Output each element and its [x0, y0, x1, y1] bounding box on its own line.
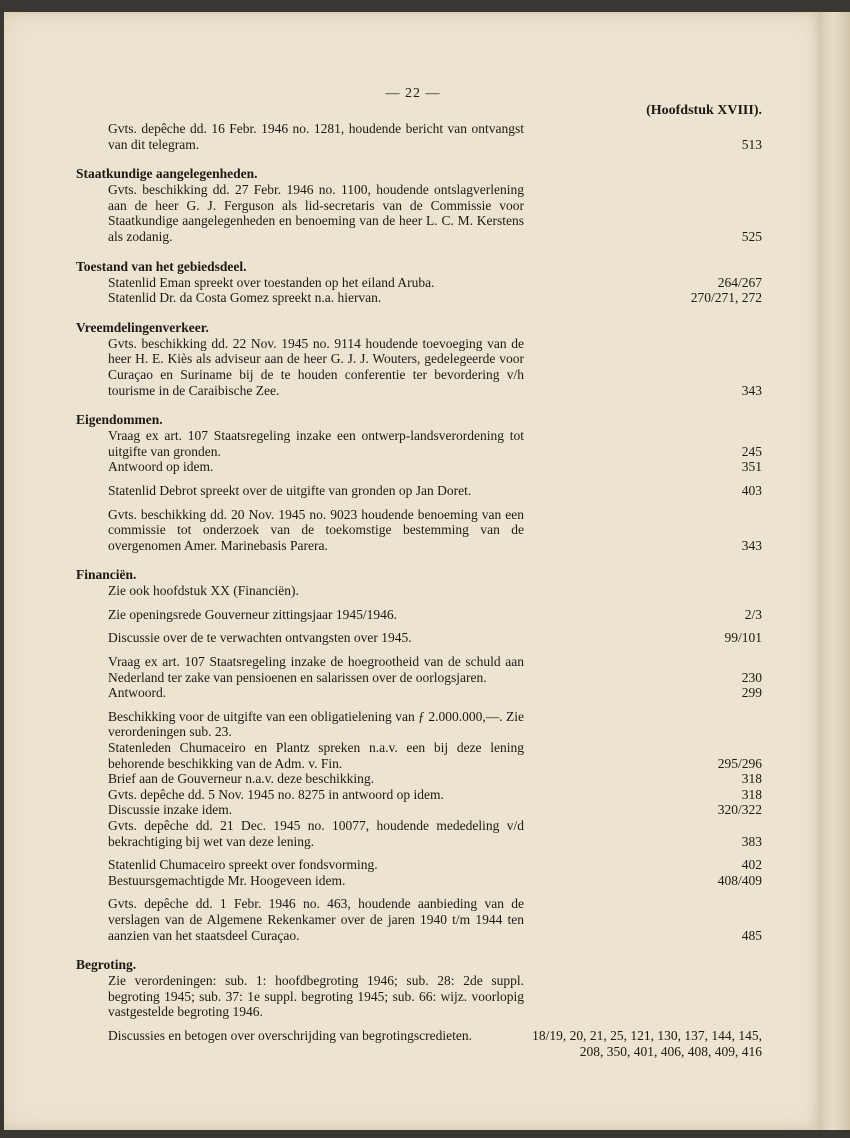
index-section — [76, 166, 762, 244]
index-entry — [76, 787, 762, 803]
page-reference: 513 — [741, 136, 762, 152]
index-entry — [76, 275, 762, 291]
page-reference: 245 — [741, 443, 762, 459]
index-entry — [76, 857, 762, 873]
entry-text: Gvts. depêche dd. 21 Dec. 1945 no. 10077, houdende mededeling v/d bekrachtiging bij wet van deze lening. — [108, 818, 524, 849]
index-section — [76, 567, 762, 943]
index-entry — [76, 507, 762, 554]
entry-text: Zie verordeningen: sub. 1: hoofdbegroting 1946; sub. 28: 2de suppl. begroting 1945; sub. 37: 1e suppl. begroting 1945; sub. 66: wijz. voorlopig vastgestelde begroting 1946. — [108, 973, 524, 1020]
entry-text: Brief aan de Gouverneur n.a.v. deze beschikking. — [108, 771, 375, 787]
entry-text: Statenlid Eman spreekt over toestanden op het eiland Aruba. — [108, 274, 435, 290]
page-number: — 22 — — [385, 86, 441, 101]
entry-text: Gvts. depêche dd. 5 Nov. 1945 no. 8275 in antwoord op idem. — [108, 786, 444, 802]
entry-text: Gvts. depêche dd. 16 Febr. 1946 no. 1281, houdende bericht van ontvangst van dit telegram. — [108, 121, 524, 152]
section-heading: Begroting. — [76, 957, 137, 973]
entry-text: Discussies en betogen over overschrijding van begrotingscredieten. — [108, 1027, 473, 1043]
entry-text: Zie openingsrede Gouverneur zittingsjaar 1945/1946. — [108, 606, 398, 622]
page-reference: 18/19, 20, 21, 25, 121, 130, 137, 144, 145, 208, 350, 401, 406, 408, 409, 416 — [532, 1027, 762, 1059]
index-entry — [76, 973, 762, 1020]
entry-text: Gvts. beschikking dd. 27 Febr. 1946 no. 1100, houdende ontslagverlening aan de heer G. J. Ferguson als lid-secretaris van de Commissie voor Staatkundige aangelegenheden en benoeming van de heer L. C. M. Kerstens als zodanig. — [108, 182, 524, 244]
entry-text: Discussie inzake idem. — [108, 802, 233, 818]
index-entry — [76, 654, 762, 685]
index-entry — [76, 685, 762, 701]
page-reference: 408/409 — [717, 872, 762, 888]
entry-text: Discussie over de te verwachten ontvangsten over 1945. — [108, 630, 412, 646]
section-heading: Staatkundige aangelegenheden. — [76, 166, 258, 182]
index-section — [76, 412, 762, 553]
page-reference: 295/296 — [717, 755, 762, 771]
page-reference: 318 — [741, 771, 762, 787]
index-entry — [76, 873, 762, 889]
entry-text: Gvts. depêche dd. 1 Febr. 1946 no. 463, houdende aanbieding van de verslagen van de Algemene Rekenkamer over de jaren 1940 t/m 1944 ten aanzien van het staatsdeel Curaçao. — [108, 896, 524, 943]
entry-text: Antwoord op idem. — [108, 459, 214, 475]
page-reference: 351 — [741, 459, 762, 475]
page-reference: 318 — [741, 786, 762, 802]
page-reference: 320/322 — [717, 802, 762, 818]
index-entry — [76, 740, 762, 771]
page-reference: 383 — [741, 833, 762, 849]
index-section — [76, 121, 762, 152]
entry-text: Beschikking voor de uitgifte van een obligatielening van ƒ 2.000.000,—. Zie verordeningen sub. 23. — [108, 708, 524, 740]
index-entry — [76, 1028, 762, 1059]
index-entry — [76, 709, 762, 740]
index-content — [76, 121, 762, 1059]
page-reference: 343 — [741, 537, 762, 553]
page-reference: 99/101 — [724, 630, 762, 646]
entry-text: Vraag ex art. 107 Staatsregeling inzake een ontwerp-landsverordening tot uitgifte van gronden. — [108, 428, 524, 459]
index-entry — [76, 818, 762, 849]
entry-text: Vraag ex art. 107 Staatsregeling inzake de hoegrootheid van de schuld aan Nederland ter zake van pensioenen en salarissen over de oorlogsjaren. — [108, 654, 524, 685]
entry-text: Bestuursgemachtigde Mr. Hoogeveen idem. — [108, 872, 346, 888]
index-entry — [76, 121, 762, 152]
section-heading: Toestand van het gebiedsdeel. — [76, 258, 247, 274]
page-reference: 343 — [741, 382, 762, 398]
index-entry — [76, 896, 762, 943]
index-entry — [76, 336, 762, 398]
index-entry — [76, 182, 762, 244]
index-section — [76, 320, 762, 398]
entry-text: Gvts. beschikking dd. 20 Nov. 1945 no. 9023 houdende benoeming van een commissie tot onderzoek van de toekomstige bestemming van de overgenomen Amer. Marinebasis Parera. — [108, 506, 524, 553]
page-reference: 299 — [741, 685, 762, 701]
entry-text: Statenlid Debrot spreekt over de uitgifte van gronden op Jan Doret. — [108, 482, 472, 498]
page-reference: 270/271, 272 — [690, 290, 762, 306]
index-section — [76, 957, 762, 1059]
index-entry — [76, 459, 762, 475]
index-entry — [76, 802, 762, 818]
entry-text: Gvts. beschikking dd. 22 Nov. 1945 no. 9114 houdende toevoeging van de heer H. E. Kiès als adviseur aan de heer G. J. J. Wouters, gedelegeerde voor Curaçao en Suriname bij de te houden conferentie ter bevordering v/h tourisme in de Caraibische Zee. — [108, 335, 524, 398]
index-entry — [76, 771, 762, 787]
chapter-label: (Hoofdstuk XVIII). — [646, 103, 762, 118]
index-entry — [76, 607, 762, 623]
page-reference: 525 — [741, 228, 762, 244]
entry-text: Statenleden Chumaceiro en Plantz spreken n.a.v. een bij deze lening behorende beschikking van de Adm. v. Fin. — [108, 740, 524, 771]
entry-text: Zie ook hoofdstuk XX (Financiën). — [108, 583, 299, 599]
page-reference: 485 — [741, 927, 762, 943]
section-heading: Vreemdelingenverkeer. — [76, 319, 209, 335]
page-edge — [822, 12, 850, 1130]
index-entry — [76, 483, 762, 499]
entry-text: Antwoord. — [108, 685, 167, 701]
page-reference: 403 — [741, 482, 762, 498]
index-entry — [76, 583, 762, 599]
entry-text: Statenlid Dr. da Costa Gomez spreekt n.a. hiervan. — [108, 290, 382, 306]
section-heading: Financiën. — [76, 567, 137, 583]
page-reference: 230 — [741, 669, 762, 685]
index-entry — [76, 630, 762, 646]
section-heading: Eigendommen. — [76, 412, 163, 428]
index-section — [76, 259, 762, 306]
page-reference: 2/3 — [744, 606, 762, 622]
index-entry — [76, 290, 762, 306]
page-reference: 402 — [741, 857, 762, 873]
entry-text: Statenlid Chumaceiro spreekt over fondsvorming. — [108, 857, 378, 873]
document-page — [4, 12, 822, 1130]
index-entry — [76, 428, 762, 459]
page-reference: 264/267 — [717, 274, 762, 290]
